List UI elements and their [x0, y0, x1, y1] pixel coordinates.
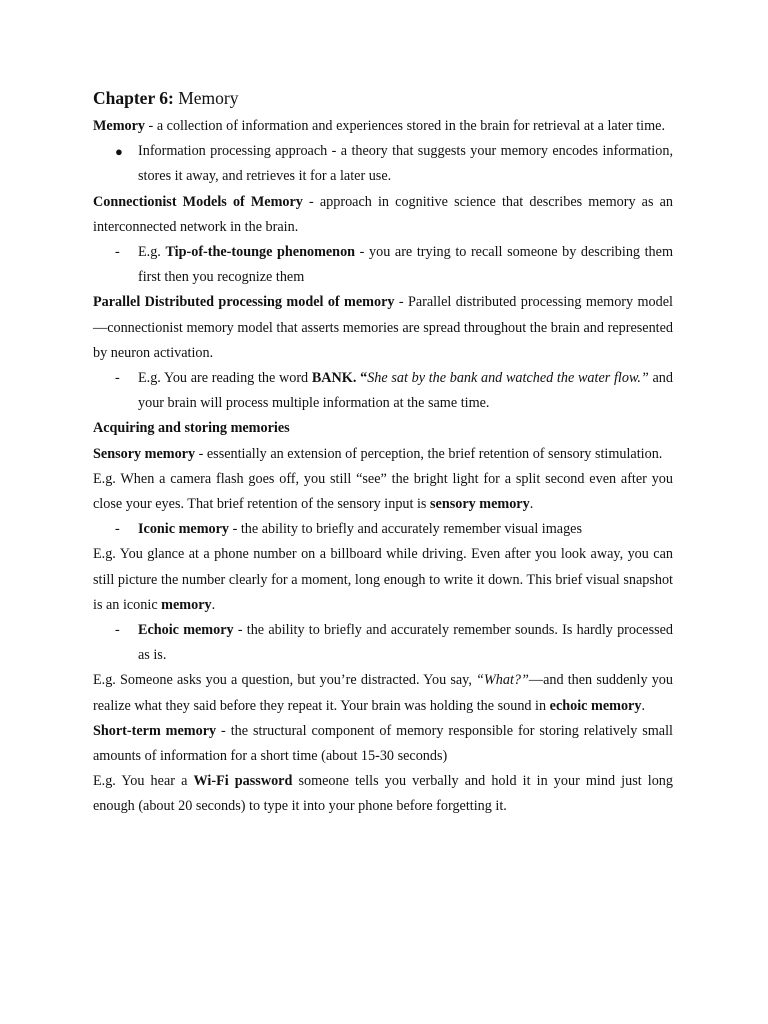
connectionist-definition [93, 190, 673, 240]
echoic-quote: “What?” [476, 672, 529, 689]
echoic-text: - the ability to briefly and accurately remember sounds. Is hardly processed as is. [138, 622, 674, 664]
echoic-example-text: E.g. Someone asks you a question, but you’re distracted. You say, [93, 672, 477, 689]
bank-open-quote: “ [356, 370, 368, 387]
short-term-definition [93, 719, 673, 769]
bank-quote: She sat by the bank and watched the water flow.” [367, 370, 649, 387]
iconic-example-end: . [211, 596, 216, 613]
sensory-text: - essentially an extension of perception, the brief retention of sensory stimulation. [195, 445, 663, 462]
term-sensory: Sensory memory [93, 445, 196, 462]
pdp-definition [93, 290, 673, 366]
echoic-definition [93, 618, 673, 668]
dash-marker: - [115, 370, 120, 387]
sensory-example-text: E.g. When a camera flash goes off, you still “see” the bright light for a split second even after you close your eyes. That brief retention of the sensory input is [93, 470, 673, 513]
short-term-example-text: someone tells you verbally and hold it in your mind just long enough (about 20 seconds) to type it into your phone before forgetting it. [93, 773, 673, 815]
term-bank: BANK. [311, 370, 357, 387]
memory-definition [93, 114, 673, 139]
bullet-dot-icon: ● [115, 144, 123, 160]
dash-marker: - [115, 622, 120, 639]
term-iconic: Iconic memory [138, 521, 230, 538]
bank-text: and your brain will process multiple information at the same time. [138, 370, 673, 412]
bullet-info-processing [93, 139, 673, 189]
sensory-definition [93, 442, 673, 467]
chapter-label: Chapter 6: [93, 88, 174, 108]
iconic-example-text: E.g. You glance at a phone number on a billboard while driving. Even after you look away, you can still picture the number clearly for a moment, long enough to write it down. This brief visual snapshot is an iconic [93, 546, 673, 613]
tip-of-tongue-example [93, 240, 673, 290]
term-wifi-password: Wi-Fi password [193, 773, 293, 790]
acquiring-heading [93, 416, 673, 441]
term-echoic: Echoic memory [138, 622, 234, 639]
term-pdp: Parallel Distributed processing model of memory [93, 294, 395, 311]
bank-prefix: E.g. You are reading the word [138, 370, 312, 387]
memory-definition-text: - a collection of information and experiences stored in the brain for retrieval at a later time. [145, 118, 665, 134]
sensory-example [93, 467, 673, 517]
tip-text: - you are trying to recall someone by describing them first then you recognize them [138, 244, 673, 286]
echoic-example-end: . [641, 697, 645, 714]
term-sensory-memory: sensory memory [430, 496, 530, 513]
short-term-text: - the structural component of memory responsible for storing relatively small amounts of information for a short time (about 15-30 seconds) [93, 722, 673, 765]
info-processing-text: Information processing approach - a theory that suggests your memory encodes information, stores it away, and retrieves it for a later use. [138, 143, 673, 185]
iconic-definition [93, 517, 673, 542]
bank-example [93, 366, 673, 416]
iconic-text: - the ability to briefly and accurately remember visual images [229, 521, 582, 538]
term-tip-of-tongue: Tip-of-the-tounge phenomenon [165, 244, 356, 261]
term-connectionist: Connectionist Models of Memory [93, 193, 303, 210]
connectionist-text: - approach in cognitive science that describes memory as an interconnected network in the brain. [93, 193, 674, 235]
echoic-example-text2: —and then suddenly you realize what they said before they repeat it. Your brain was holding the sound in [93, 672, 673, 714]
iconic-example [93, 542, 673, 618]
chapter-name: Memory [173, 88, 239, 108]
tip-prefix: E.g. [138, 244, 166, 261]
term-echoic-memory: echoic memory [549, 697, 642, 714]
echoic-example [93, 668, 673, 718]
short-term-example [93, 769, 673, 819]
pdp-text: - Parallel distributed processing memory model—connectionist memory model that asserts memories are spread throughout the brain and represented by neuron activation. [93, 294, 673, 361]
dash-marker: - [115, 521, 120, 538]
dash-marker: - [115, 244, 120, 261]
page-title [93, 86, 673, 110]
term-short-term: Short-term memory [93, 722, 217, 739]
short-term-prefix: E.g. You hear a [93, 773, 194, 790]
acquiring-heading-text: Acquiring and storing memories [93, 420, 290, 437]
term-memory: Memory [93, 118, 145, 134]
term-iconic-memory: memory [161, 596, 212, 613]
sensory-example-end: . [529, 496, 534, 513]
